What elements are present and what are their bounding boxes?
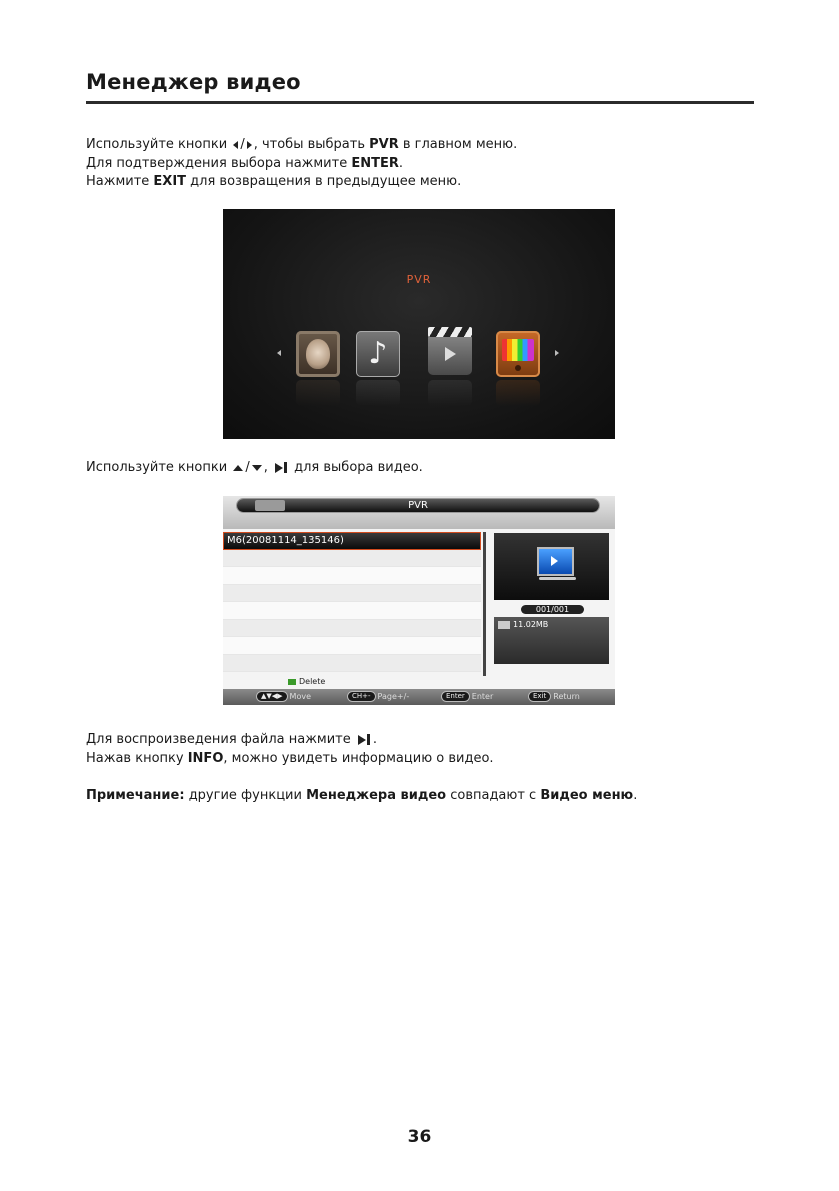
play-line-1 [86, 731, 494, 750]
list-item [223, 585, 481, 603]
hint-move [257, 692, 311, 701]
file-size-icon [498, 621, 510, 629]
hint-return-label: Return [553, 692, 580, 701]
pvr-keyword: PVR [369, 137, 399, 152]
delete-hint [288, 677, 325, 686]
select-text [86, 459, 423, 478]
music-icon[interactable]: ♪ [356, 331, 400, 377]
note-video-manager: Менеджера видео [306, 788, 447, 803]
main-menu-title: PVR [406, 273, 432, 286]
play-line-2 [86, 750, 494, 769]
play-line-1-a: Для воспроизведения файла нажмите [86, 732, 351, 747]
pvr-title: PVR [408, 500, 428, 511]
list-item [223, 550, 481, 568]
hint-page-label: Page+/- [377, 692, 410, 701]
file-counter: 001/001 [521, 605, 584, 614]
title-rule [86, 101, 754, 104]
delete-label: Delete [299, 677, 326, 686]
pvr-title-bar [237, 499, 599, 512]
list-item [223, 567, 481, 585]
intro-line-3-b: для возвращения в предыдущее меню. [190, 174, 462, 189]
intro-line-2-end: . [398, 155, 404, 171]
play-line-1-end: . [372, 732, 378, 747]
intro-line-1-a: Используйте кнопки [86, 137, 228, 152]
note-c: совпадают с [450, 788, 537, 803]
intro-line-3-a: Нажмите [86, 174, 150, 189]
hint-enter-key: Enter [442, 692, 469, 701]
select-text-a: Используйте кнопки [86, 460, 228, 475]
pvr-header [223, 496, 615, 529]
right-arrow-icon [247, 141, 252, 149]
intro-line-1 [86, 136, 517, 155]
select-text-sep: / [245, 460, 250, 475]
note-text [86, 787, 637, 806]
hint-return [529, 692, 580, 701]
list-item-selected[interactable]: M6(20081114_135146) [223, 532, 481, 550]
intro-line-1-c: в главном меню. [402, 137, 518, 152]
select-text-comma: , [263, 460, 268, 475]
play-pause-icon [358, 734, 370, 745]
hint-move-label: Move [289, 692, 311, 701]
play-pause-icon [275, 462, 287, 473]
hint-page-key: CH+- [348, 692, 375, 701]
page-title: Менеджер видео [86, 70, 301, 94]
pvr-list-screenshot [223, 496, 615, 705]
list-item [223, 637, 481, 655]
hint-return-key: Exit [529, 692, 550, 701]
play-line-2-b: , можно увидеть информацию о видео. [223, 750, 494, 766]
play-line-2-a: Нажав кнопку [86, 750, 184, 766]
photo-icon[interactable] [296, 331, 340, 377]
hint-move-key: ▲▼◀▶ [257, 692, 287, 701]
hint-page [348, 692, 409, 701]
file-list[interactable] [223, 532, 481, 676]
video-preview-icon [537, 547, 574, 576]
intro-line-2-a: Для подтверждения выбора нажмите [86, 155, 348, 171]
green-key-icon [288, 679, 296, 685]
hint-enter [442, 692, 493, 701]
left-arrow-icon [233, 141, 238, 149]
menu-right-arrow-icon[interactable] [555, 350, 559, 356]
up-arrow-icon [233, 465, 243, 471]
note-label: Примечание: [86, 788, 185, 803]
down-arrow-icon [252, 465, 262, 471]
file-size: 11.02MB [513, 620, 549, 629]
intro-line-1-sep: / [240, 137, 245, 152]
list-item [223, 655, 481, 673]
menu-left-arrow-icon[interactable] [277, 350, 281, 356]
play-text [86, 731, 494, 768]
main-menu-screenshot [223, 209, 615, 439]
info-keyword: INFO [187, 750, 224, 766]
intro-line-1-b: , чтобы выбрать [253, 137, 365, 152]
exit-keyword: EXIT [153, 174, 187, 189]
list-item [223, 602, 481, 620]
intro-line-2 [86, 155, 517, 174]
intro-line-3 [86, 173, 517, 192]
note-end: . [633, 788, 638, 803]
video-preview [494, 533, 609, 600]
note-a: другие функции [188, 788, 302, 803]
select-text-b: для выбора видео. [294, 460, 423, 475]
list-scrollbar[interactable] [483, 532, 486, 676]
list-item [223, 620, 481, 638]
file-info-panel [494, 617, 609, 664]
note-video-menu: Видео меню [540, 788, 634, 803]
enter-keyword: ENTER [351, 155, 399, 171]
tv-stand [539, 577, 576, 580]
movie-icon[interactable] [428, 333, 472, 375]
key-hint-bar [223, 689, 615, 705]
hint-enter-label: Enter [471, 692, 494, 701]
intro-text [86, 136, 517, 192]
page-number: 36 [407, 1127, 432, 1147]
tv-icon[interactable] [496, 331, 540, 377]
